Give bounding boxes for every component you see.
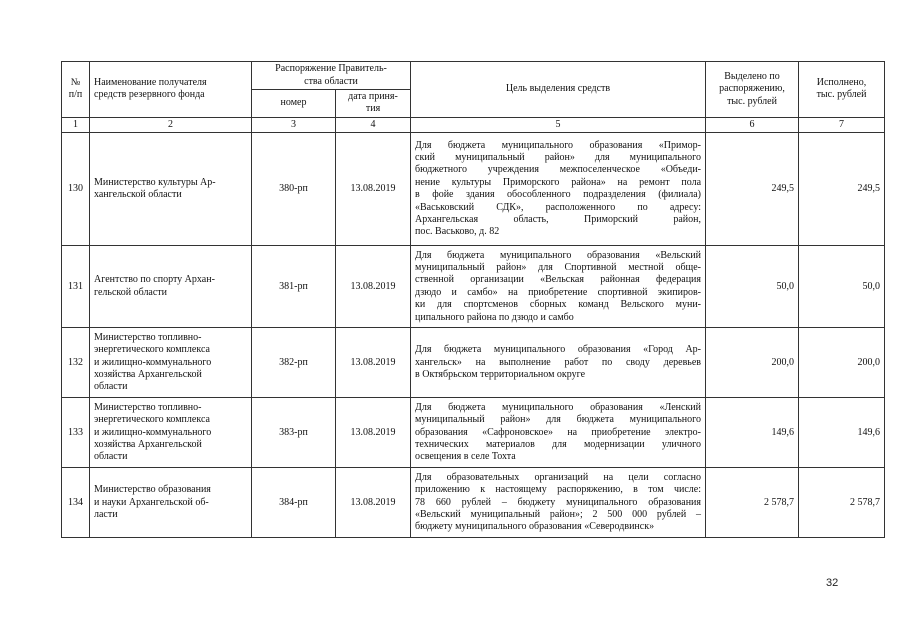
purpose-cell <box>411 328 706 398</box>
order-date-cell: 13.08.2019 <box>336 328 411 398</box>
purpose-line: ципального района по дзюдо и самбо <box>415 311 574 323</box>
purpose-line: дзюдо и самбо» на приобретение спортивной экипиров- <box>415 286 702 298</box>
purpose-line: в фойе здания обособленного подразделения (филиала) <box>415 189 702 201</box>
purpose-line: ки для спортсменов сборных команд Вельского муни- <box>415 299 702 311</box>
column-number: 2 <box>90 117 252 132</box>
purpose-line: Для бюджета муниципального образования «Вельский <box>415 249 702 261</box>
header-allocated: Выделено по распоряжению, тыс. рублей <box>706 62 799 118</box>
purpose-line: ский муниципальный район» для муниципального <box>415 152 702 163</box>
row-number-cell: 132 <box>62 328 90 398</box>
executed-amount-cell: 2 578,7 <box>799 468 885 538</box>
allocated-amount-cell: 149,6 <box>706 398 799 468</box>
header-order-number: номер <box>252 90 336 118</box>
purpose-cell <box>411 398 706 468</box>
header-order-group: Распоряжение Правитель- ства области <box>252 62 411 90</box>
header-order-date: дата приня- тия <box>336 90 411 118</box>
order-number-cell: 384-рп <box>252 468 336 538</box>
purpose-line: ственной организации «Вельская районная федерация <box>415 274 702 286</box>
purpose-line: Для образовательных организаций на цели согласно <box>415 471 702 483</box>
reserve-fund-table <box>61 61 885 538</box>
purpose-line: муниципальный район» для бюджета муниципального <box>415 414 702 426</box>
header-num: № п/п <box>62 62 90 118</box>
header-recipient: Наименование получателя средств резервного фонда <box>90 62 252 118</box>
column-number: 6 <box>706 117 799 132</box>
allocated-amount-cell: 249,5 <box>706 133 799 246</box>
purpose-line: технических материалов для модернизации уличного <box>415 438 702 450</box>
column-number: 5 <box>411 117 706 132</box>
purpose-line: приложению к настоящему распоряжению, в том числе: <box>415 484 702 496</box>
allocated-amount-cell: 50,0 <box>706 246 799 328</box>
purpose-line: муниципальный район» для Спортивной местной обще- <box>415 261 702 273</box>
purpose-line: «Васьковский СДК», расположенного по адресу: <box>415 201 702 213</box>
purpose-line: 78 660 рублей – бюджету муниципального образования <box>415 496 702 508</box>
purpose-line: хангельск» на выполнение работ по своду деревьев <box>415 356 702 368</box>
column-number: 4 <box>336 117 411 132</box>
purpose-line: Для бюджета муниципального образования «Город Ар- <box>415 344 702 356</box>
order-number-cell: 383-рп <box>252 398 336 468</box>
purpose-line: бюджету муниципального образования «Северодвинск» <box>415 521 655 533</box>
row-number-cell: 134 <box>62 468 90 538</box>
allocated-amount-cell: 2 578,7 <box>706 468 799 538</box>
row-number-cell: 133 <box>62 398 90 468</box>
executed-amount-cell: 249,5 <box>799 133 885 246</box>
purpose-line: освещения в селе Тохта <box>415 451 516 463</box>
executed-amount-cell: 200,0 <box>799 328 885 398</box>
row-number-cell: 131 <box>62 246 90 328</box>
purpose-line: в Октябрьском территориальном округе <box>415 368 586 380</box>
column-number: 3 <box>252 117 336 132</box>
table-row <box>62 398 885 468</box>
order-number-cell: 380-рп <box>252 133 336 246</box>
order-number-cell: 382-рп <box>252 328 336 398</box>
purpose-cell <box>411 468 706 538</box>
executed-amount-cell: 149,6 <box>799 398 885 468</box>
recipient-cell: Министерство образования и науки Архангельской об- ласти <box>90 468 252 538</box>
order-date-cell: 13.08.2019 <box>336 398 411 468</box>
table-row <box>62 328 885 398</box>
purpose-line: бюджетного учреждения межпоселенческое «Объеди- <box>415 164 702 176</box>
table-row <box>62 246 885 328</box>
executed-amount-cell: 50,0 <box>799 246 885 328</box>
purpose-line: образования «Сафроновское» на приобретение электро- <box>415 426 702 438</box>
purpose-line: Для бюджета муниципального образования «Примор- <box>415 139 702 151</box>
purpose-cell <box>411 133 706 246</box>
column-number-row <box>62 117 885 132</box>
recipient-cell: Агентство по спорту Архан- гельской области <box>90 246 252 328</box>
purpose-line: Архангельская область, Приморский район, <box>415 214 702 226</box>
order-date-cell: 13.08.2019 <box>336 246 411 328</box>
purpose-line: Для бюджета муниципального образования «Ленский <box>415 401 702 413</box>
order-date-cell: 13.08.2019 <box>336 133 411 246</box>
purpose-line: пос. Васьково, д. 82 <box>415 226 500 238</box>
recipient-cell: Министерство культуры Ар- хангельской области <box>90 133 252 246</box>
header-purpose: Цель выделения средств <box>411 62 706 118</box>
table-row <box>62 468 885 538</box>
table-row <box>62 133 885 246</box>
purpose-cell <box>411 246 706 328</box>
page-number: 32 <box>826 577 839 589</box>
column-number: 1 <box>62 117 90 132</box>
recipient-cell: Министерство топливно- энергетического комплекса и жилищно-коммунального хозяйства Архангельской области <box>90 398 252 468</box>
column-number: 7 <box>799 117 885 132</box>
order-date-cell: 13.08.2019 <box>336 468 411 538</box>
order-number-cell: 381-рп <box>252 246 336 328</box>
header-executed: Исполнено, тыс. рублей <box>799 62 885 118</box>
row-number-cell: 130 <box>62 133 90 246</box>
purpose-line: «Вельский муниципальный район»; 2 500 000 рублей – <box>415 508 702 520</box>
allocated-amount-cell: 200,0 <box>706 328 799 398</box>
purpose-line: нение культуры Приморского района» на ремонт пола <box>415 176 702 188</box>
recipient-cell: Министерство топливно- энергетического комплекса и жилищно-коммунального хозяйства Архангельской области <box>90 328 252 398</box>
